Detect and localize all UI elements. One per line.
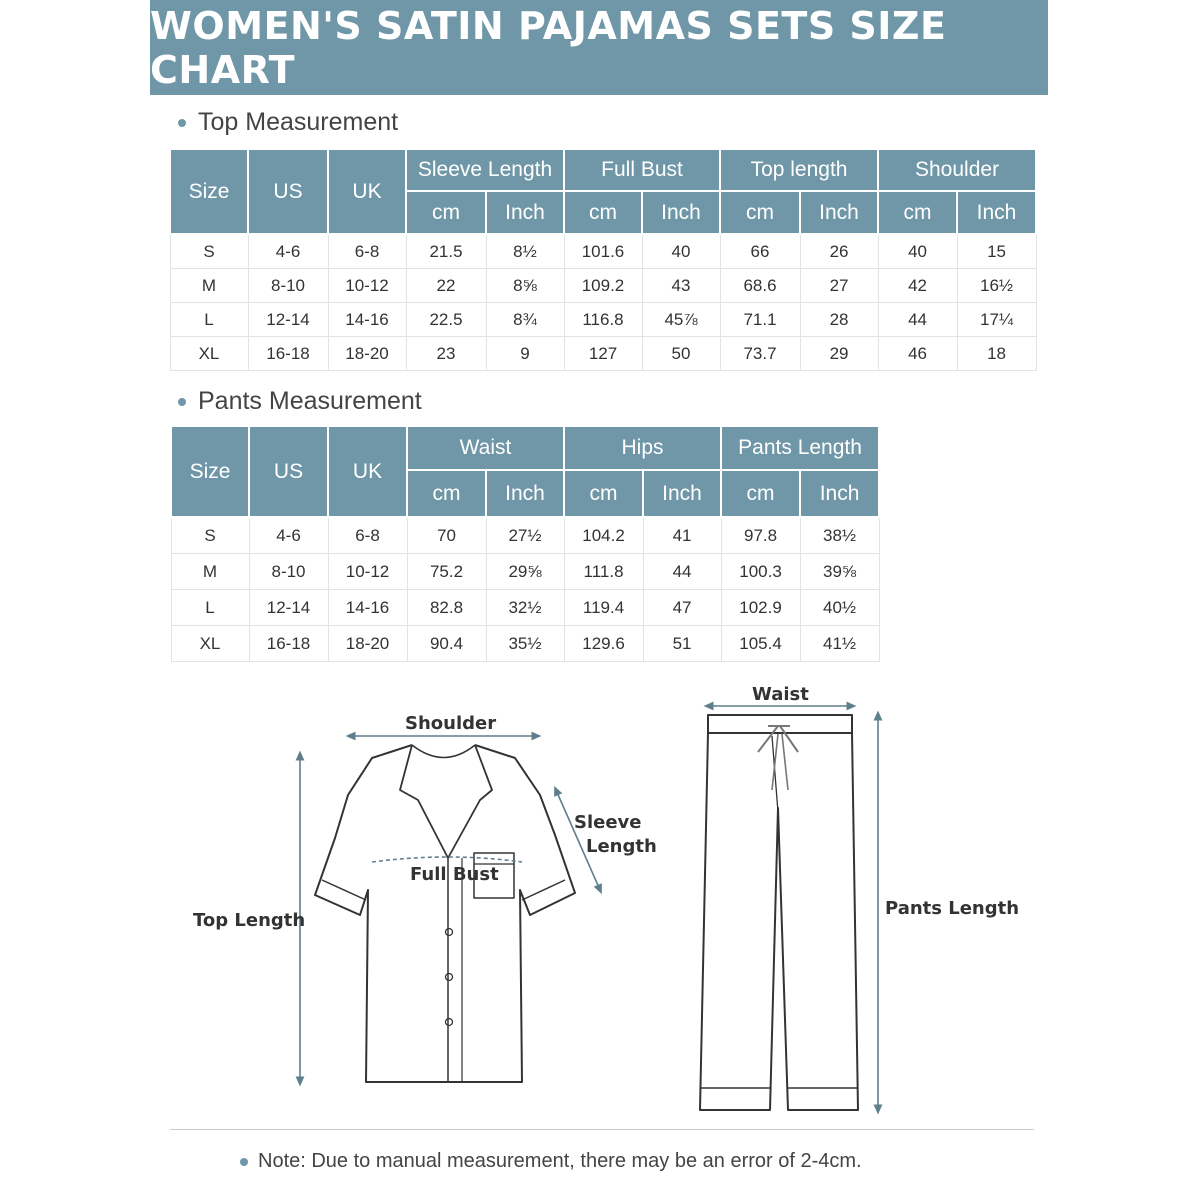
table-cell: 51 [643,626,721,662]
table-cell: 44 [878,303,957,337]
table-cell: 29 [800,337,878,371]
table-cell: 100.3 [721,554,800,590]
table-cell: M [171,554,249,590]
table-cell: 16-18 [249,626,328,662]
table-cell: 68.6 [720,269,800,303]
waist-label: Waist [752,684,809,705]
divider [170,1129,1034,1130]
table-cell: L [171,590,249,626]
table-cell: S [171,517,249,554]
table-cell: 4-6 [248,234,328,269]
cm-header: cm [406,191,486,234]
inch-header: Inch [486,470,564,517]
table-cell: 39⅝ [800,554,879,590]
top-length-label: Top Length [193,910,306,931]
pants-length-header: Pants Length [721,426,879,470]
table-cell: 21.5 [406,234,486,269]
table-cell: 102.9 [721,590,800,626]
uk-header: UK [328,426,407,517]
table-cell: 8-10 [249,554,328,590]
shoulder-label: Shoulder [405,713,497,734]
table-cell: 104.2 [564,517,643,554]
table-cell: S [170,234,248,269]
full-bust-header: Full Bust [564,149,720,191]
table-cell: 44 [643,554,721,590]
table-cell: 8¾ [486,303,564,337]
table-cell: XL [171,626,249,662]
cm-header: cm [721,470,800,517]
hips-header: Hips [564,426,721,470]
page-title: WOMEN'S SATIN PAJAMAS SETS SIZE CHART [150,3,947,92]
table-cell: 10-12 [328,554,407,590]
table-cell: 119.4 [564,590,643,626]
inch-header: Inch [800,191,878,234]
pants-section-label: Pants Measurement [198,387,422,415]
drawstring [758,726,798,790]
inch-header: Inch [800,470,879,517]
table-cell: 22.5 [406,303,486,337]
table-cell: 14-16 [328,303,406,337]
table-cell: M [170,269,248,303]
table-cell: 41½ [800,626,879,662]
table-cell: 4-6 [249,517,328,554]
table-cell: 27 [800,269,878,303]
top-length-header: Top length [720,149,878,191]
table-cell: 97.8 [721,517,800,554]
note-text: Note: Due to manual measurement, there may be an error of 2-4cm. [258,1150,862,1172]
table-cell: 129.6 [564,626,643,662]
cm-header: cm [564,470,643,517]
note [240,1150,862,1173]
pants-length-label: Pants Length [885,898,1020,919]
table-cell: 22 [406,269,486,303]
table-cell: 40 [878,234,957,269]
table-cell: 46 [878,337,957,371]
table-cell: 50 [642,337,720,371]
table-cell: 101.6 [564,234,642,269]
table-cell: 75.2 [407,554,486,590]
waist-header: Waist [407,426,564,470]
table-cell: 40 [642,234,720,269]
table-cell: 6-8 [328,234,406,269]
table-cell: 41 [643,517,721,554]
table-cell: 45⅞ [642,303,720,337]
table-cell: 12-14 [248,303,328,337]
size-header: Size [171,426,249,517]
table-cell: 42 [878,269,957,303]
table-cell: 70 [407,517,486,554]
table-cell: 38½ [800,517,879,554]
us-header: US [249,426,328,517]
uk-header: UK [328,149,406,234]
table-cell: 111.8 [564,554,643,590]
bullet-icon [240,1158,248,1166]
table-cell: 26 [800,234,878,269]
table-cell: 28 [800,303,878,337]
shoulder-header: Shoulder [878,149,1036,191]
sleeve-label-line1: Sleeve [574,812,642,833]
table-cell: 18-20 [328,337,406,371]
table-cell: 40½ [800,590,879,626]
table-cell: 15 [957,234,1036,269]
table-cell: 16-18 [248,337,328,371]
table-cell: 18-20 [328,626,407,662]
table-cell: 47 [643,590,721,626]
inch-header: Inch [643,470,721,517]
top-section-label: Top Measurement [198,108,399,136]
table-cell: 8-10 [248,269,328,303]
table-cell: 127 [564,337,642,371]
table-cell: 105.4 [721,626,800,662]
inch-header: Inch [957,191,1036,234]
table-cell: 32½ [486,590,564,626]
table-cell: 73.7 [720,337,800,371]
cm-header: cm [407,470,486,517]
table-cell: 90.4 [407,626,486,662]
table-cell: 16½ [957,269,1036,303]
table-cell: 116.8 [564,303,642,337]
table-cell: 9 [486,337,564,371]
cm-header: cm [720,191,800,234]
table-cell: 8⅝ [486,269,564,303]
full-bust-label: Full Bust [410,864,499,885]
pants-outline [700,715,858,1110]
inch-header: Inch [486,191,564,234]
table-cell: 109.2 [564,269,642,303]
table-cell: 6-8 [328,517,407,554]
table-cell: 35½ [486,626,564,662]
table-cell: 29⅝ [486,554,564,590]
table-cell: 27½ [486,517,564,554]
table-cell: XL [170,337,248,371]
sleeve-label-line2: Length [586,836,657,857]
table-cell: 10-12 [328,269,406,303]
table-cell: 12-14 [249,590,328,626]
us-header: US [248,149,328,234]
size-header: Size [170,149,248,234]
table-cell: L [170,303,248,337]
inch-header: Inch [642,191,720,234]
table-cell: 71.1 [720,303,800,337]
cm-header: cm [878,191,957,234]
table-cell: 17¼ [957,303,1036,337]
table-cell: 23 [406,337,486,371]
shirt-outline [315,745,575,1082]
table-cell: 18 [957,337,1036,371]
table-cell: 14-16 [328,590,407,626]
sleeve-length-header: Sleeve Length [406,149,564,191]
table-cell: 66 [720,234,800,269]
table-cell: 82.8 [407,590,486,626]
cm-header: cm [564,191,642,234]
table-cell: 43 [642,269,720,303]
table-cell: 8½ [486,234,564,269]
